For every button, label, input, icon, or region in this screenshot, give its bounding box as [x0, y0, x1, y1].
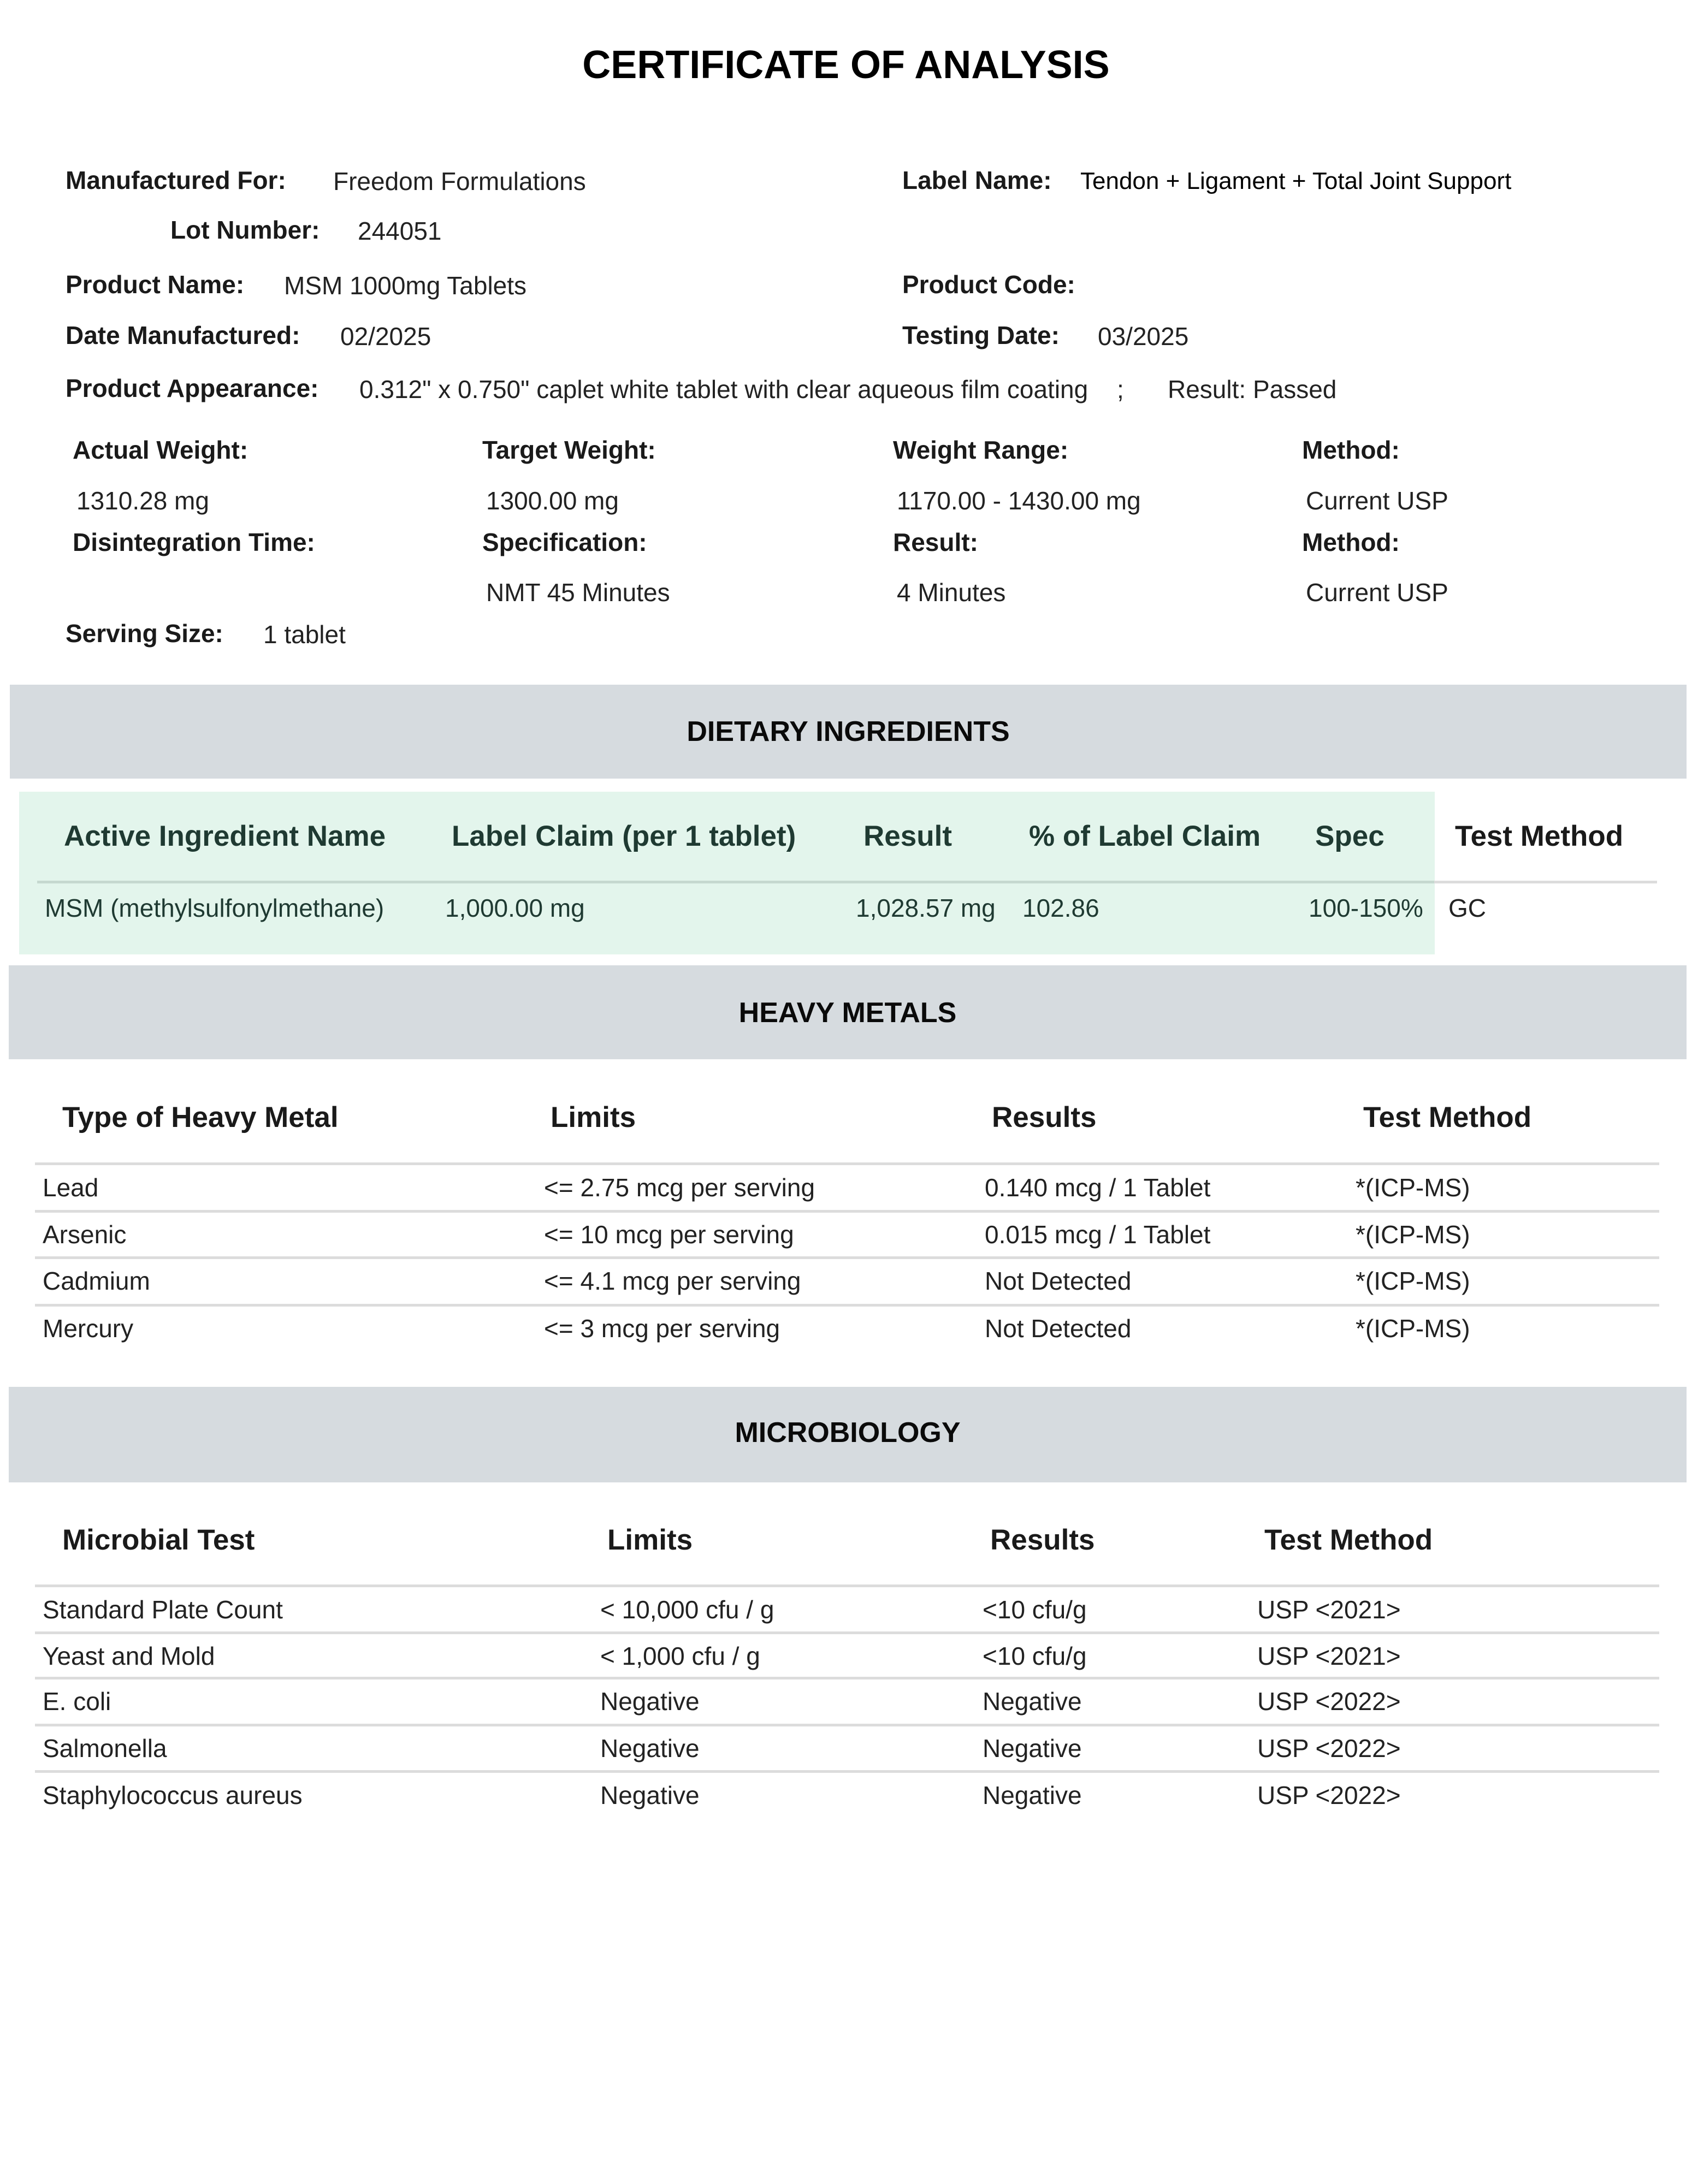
cell-label-claim: 1,000.00 mg: [445, 894, 585, 922]
cell-metal: Lead: [43, 1173, 99, 1202]
product-name-value: MSM 1000mg Tablets: [284, 271, 527, 300]
cell-limit: <= 3 mcg per serving: [544, 1314, 780, 1343]
lot-number-value: 244051: [358, 217, 442, 245]
dietary-section-band: [10, 685, 1687, 779]
cell-result: Not Detected: [985, 1314, 1132, 1343]
weight-range-value: 1170.00 - 1430.00 mg: [897, 486, 1141, 515]
dietary-header-rule-ext: [1434, 881, 1657, 883]
col-results: Results: [990, 1524, 1095, 1556]
cell-result: Negative: [983, 1734, 1082, 1762]
weight-method-value: Current USP: [1306, 486, 1448, 515]
testing-date-value: 03/2025: [1098, 322, 1189, 351]
col-limits: Limits: [607, 1524, 693, 1556]
row-divider: [35, 1256, 1659, 1259]
weight-range-label: Weight Range:: [893, 436, 1069, 464]
dietary-highlight: [19, 792, 1435, 954]
cell-method: USP <2021>: [1257, 1595, 1401, 1624]
cell-result: <10 cfu/g: [983, 1642, 1087, 1670]
col-test-method: Test Method: [1455, 820, 1624, 852]
row-divider: [35, 1162, 1659, 1165]
disintegration-method-label: Method:: [1302, 528, 1400, 556]
col-active-ingredient: Active Ingredient Name: [64, 820, 386, 852]
row-divider: [35, 1584, 1659, 1587]
page-title: CERTIFICATE OF ANALYSIS: [582, 43, 1110, 87]
product-name-label: Product Name:: [66, 270, 245, 299]
row-divider: [35, 1724, 1659, 1726]
cell-test: Yeast and Mold: [43, 1642, 215, 1670]
testing-date-label: Testing Date:: [902, 321, 1060, 349]
serving-size-label: Serving Size:: [66, 619, 223, 648]
weight-method-label: Method:: [1302, 436, 1400, 464]
row-divider: [35, 1770, 1659, 1773]
col-test-method: Test Method: [1264, 1524, 1433, 1556]
cell-metal: Mercury: [43, 1314, 134, 1343]
cell-result: <10 cfu/g: [983, 1595, 1087, 1624]
col-results: Results: [992, 1101, 1097, 1133]
actual-weight-value: 1310.28 mg: [76, 486, 209, 515]
disintegration-spec-value: NMT 45 Minutes: [486, 578, 670, 607]
cell-limit: <= 10 mcg per serving: [544, 1220, 794, 1249]
manufactured-for-value: Freedom Formulations: [333, 167, 586, 195]
cell-limit: <= 2.75 mcg per serving: [544, 1173, 815, 1202]
disintegration-label: Disintegration Time:: [73, 528, 315, 556]
target-weight-label: Target Weight:: [482, 436, 656, 464]
date-manufactured-value: 02/2025: [340, 322, 431, 351]
heavy-metals-section-title: HEAVY METALS: [738, 997, 957, 1029]
cell-result: Negative: [983, 1781, 1082, 1809]
cell-result: 0.140 mcg / 1 Tablet: [985, 1173, 1211, 1202]
cell-test: Standard Plate Count: [43, 1595, 283, 1624]
microbiology-section-band: [9, 1387, 1687, 1482]
cell-limit: < 1,000 cfu / g: [600, 1642, 760, 1670]
microbiology-section-title: MICROBIOLOGY: [735, 1417, 961, 1449]
cell-limit: Negative: [600, 1781, 700, 1809]
row-divider: [35, 1304, 1659, 1307]
cell-method: *(ICP-MS): [1356, 1220, 1470, 1249]
label-name-label: Label Name:: [902, 166, 1052, 194]
appearance-separator: ;: [1117, 375, 1124, 403]
col-result: Result: [863, 820, 952, 852]
cell-method: USP <2022>: [1257, 1734, 1401, 1762]
cell-test-method: GC: [1448, 894, 1486, 922]
cell-result: Negative: [983, 1687, 1082, 1716]
product-code-label: Product Code:: [902, 270, 1075, 299]
col-label-claim: Label Claim (per 1 tablet): [452, 820, 796, 852]
cell-result: 1,028.57 mg: [856, 894, 996, 922]
product-appearance-value: 0.312" x 0.750" caplet white tablet with clear aqueous film coating: [359, 375, 1088, 403]
col-microbial-test: Microbial Test: [62, 1524, 255, 1556]
cell-metal: Cadmium: [43, 1267, 150, 1295]
disintegration-result-label: Result:: [893, 528, 978, 556]
disintegration-spec-label: Specification:: [482, 528, 647, 556]
cell-spec: 100-150%: [1309, 894, 1423, 922]
appearance-result: Result: Passed: [1168, 375, 1337, 403]
product-appearance-label: Product Appearance:: [66, 374, 319, 402]
cell-result: Not Detected: [985, 1267, 1132, 1295]
col-limits: Limits: [551, 1101, 636, 1133]
dietary-header-rule: [37, 881, 1434, 883]
row-divider: [35, 1631, 1659, 1634]
row-divider: [35, 1210, 1659, 1213]
label-name-value: Tendon + Ligament + Total Joint Support: [1080, 168, 1512, 194]
cell-limit: Negative: [600, 1734, 700, 1762]
cell-limit: <= 4.1 mcg per serving: [544, 1267, 801, 1295]
heavy-metals-section-band: [9, 965, 1687, 1059]
cell-method: *(ICP-MS): [1356, 1173, 1470, 1202]
cell-limit: < 10,000 cfu / g: [600, 1595, 774, 1624]
date-manufactured-label: Date Manufactured:: [66, 321, 300, 349]
cell-method: USP <2022>: [1257, 1687, 1401, 1716]
cell-test: E. coli: [43, 1687, 111, 1716]
disintegration-method-value: Current USP: [1306, 578, 1448, 607]
cell-method: *(ICP-MS): [1356, 1267, 1470, 1295]
lot-number-label: Lot Number:: [170, 216, 320, 244]
cell-result: 0.015 mcg / 1 Tablet: [985, 1220, 1211, 1249]
col-heavy-metal-type: Type of Heavy Metal: [62, 1101, 339, 1133]
actual-weight-label: Actual Weight:: [73, 436, 249, 464]
cell-method: *(ICP-MS): [1356, 1314, 1470, 1343]
cell-percent-label-claim: 102.86: [1022, 894, 1099, 922]
cell-method: USP <2022>: [1257, 1781, 1401, 1809]
cell-test: Salmonella: [43, 1734, 167, 1762]
row-divider: [35, 1677, 1659, 1679]
disintegration-result-value: 4 Minutes: [897, 578, 1006, 607]
cell-method: USP <2021>: [1257, 1642, 1401, 1670]
col-test-method: Test Method: [1363, 1101, 1532, 1133]
cell-limit: Negative: [600, 1687, 700, 1716]
col-spec: Spec: [1315, 820, 1385, 852]
manufactured-for-label: Manufactured For:: [66, 166, 286, 194]
cell-ingredient-name: MSM (methylsulfonylmethane): [45, 894, 384, 922]
col-percent-label-claim: % of Label Claim: [1029, 820, 1261, 852]
cell-metal: Arsenic: [43, 1220, 127, 1249]
target-weight-value: 1300.00 mg: [486, 486, 619, 515]
serving-size-value: 1 tablet: [263, 620, 346, 649]
cell-test: Staphylococcus aureus: [43, 1781, 303, 1809]
dietary-section-title: DIETARY INGREDIENTS: [687, 716, 1010, 747]
